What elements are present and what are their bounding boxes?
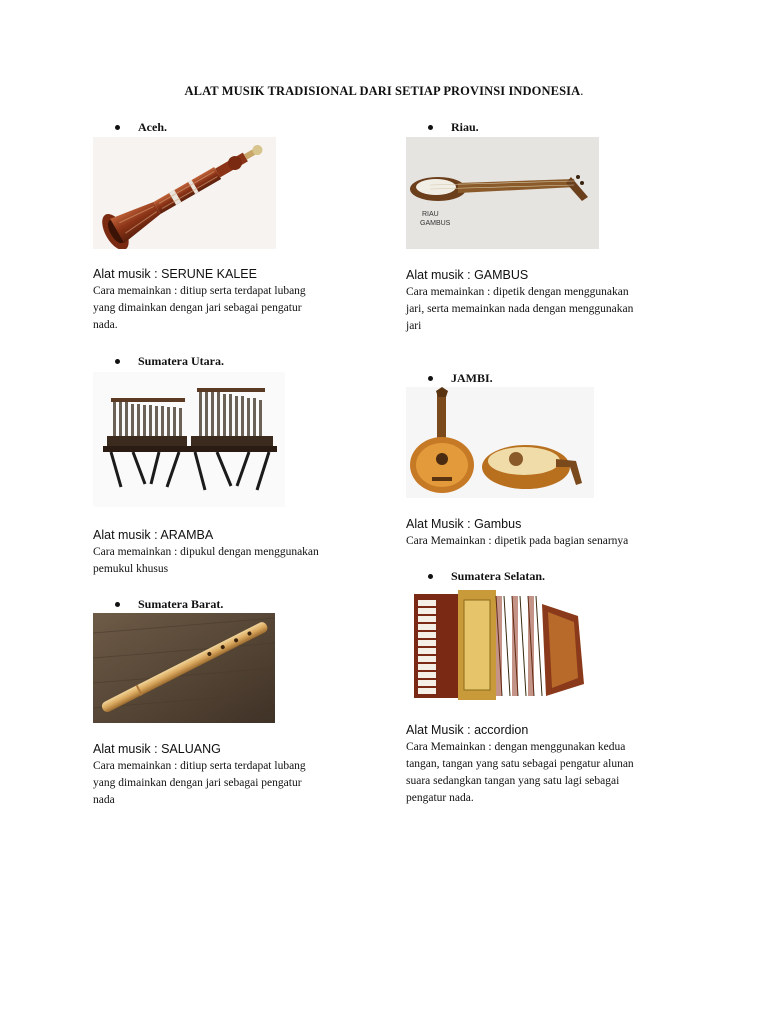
section-sumbar-heading bbox=[115, 596, 223, 612]
accordion-image bbox=[408, 586, 590, 704]
how-to-play-line: Cara memainkan : dipetik dengan menggunakan bbox=[406, 286, 629, 298]
section-sumut-heading bbox=[115, 353, 224, 369]
instrument-name: Alat Musik : accordion bbox=[406, 723, 529, 737]
serune-kalee-image bbox=[93, 137, 276, 249]
bullet-icon bbox=[115, 359, 120, 364]
instrument-name: Alat Musik : Gambus bbox=[406, 517, 522, 531]
how-to-play-line: yang dimainkan dengan jari sebagai pengatur bbox=[93, 302, 302, 314]
bullet-icon bbox=[115, 602, 120, 607]
how-to-play-line: suara sedangkan tangan yang satu lagi sebagai bbox=[406, 775, 620, 787]
image-label: RIAU bbox=[422, 211, 439, 218]
how-to-play-line: Cara Memainkan : dipetik pada bagian senarnya bbox=[406, 535, 629, 547]
bullet-icon bbox=[428, 376, 433, 381]
how-to-play-line: nada. bbox=[93, 319, 118, 331]
how-to-play-line: yang dimainkan dengan jari sebagai pengatur bbox=[93, 777, 302, 789]
saluang-image bbox=[93, 613, 275, 723]
province-label: Riau. bbox=[451, 119, 479, 134]
caption-riau bbox=[406, 267, 633, 335]
how-to-play-line: nada bbox=[93, 794, 115, 806]
page-title: ALAT MUSIK TRADISIONAL DARI SETIAP PROVINSI INDONESIA. bbox=[184, 84, 584, 98]
bullet-icon bbox=[115, 125, 120, 130]
caption-sumbar bbox=[93, 741, 306, 809]
instrument-name: Alat musik : GAMBUS bbox=[406, 268, 529, 282]
province-label: Aceh. bbox=[138, 119, 167, 134]
bullet-icon bbox=[428, 574, 433, 579]
aramba-image bbox=[93, 372, 285, 507]
how-to-play-line: Cara memainkan : ditiup serta terdapat lubang bbox=[93, 285, 306, 297]
instrument-name: Alat musik : SERUNE KALEE bbox=[93, 267, 257, 281]
section-aceh-heading bbox=[115, 119, 167, 135]
how-to-play-line: Cara memainkan : dipukul dengan menggunakan bbox=[93, 546, 319, 558]
province-label: Sumatera Utara. bbox=[138, 353, 224, 368]
province-label: Sumatera Selatan. bbox=[451, 568, 545, 583]
how-to-play-line: pengatur nada. bbox=[406, 792, 474, 804]
caption-aceh bbox=[93, 266, 306, 334]
section-sumsel-heading bbox=[428, 568, 545, 584]
image-label: GAMBUS bbox=[420, 220, 451, 227]
caption-jambi bbox=[406, 516, 628, 550]
section-jambi-heading bbox=[428, 370, 493, 386]
province-label: JAMBI. bbox=[451, 370, 493, 385]
how-to-play-line: pemukul khusus bbox=[93, 563, 169, 575]
caption-sumut bbox=[93, 527, 319, 578]
how-to-play-line: tangan, tangan yang satu sebagai pengatur alunan bbox=[406, 758, 634, 770]
bullet-icon bbox=[428, 125, 433, 130]
instrument-name: Alat musik : ARAMBA bbox=[93, 528, 214, 542]
instrument-name: Alat musik : SALUANG bbox=[93, 742, 221, 756]
how-to-play-line: jari, serta memainkan nada dengan menggunakan bbox=[406, 303, 634, 315]
caption-sumsel bbox=[406, 722, 634, 807]
how-to-play-line: Cara memainkan : ditiup serta terdapat lubang bbox=[93, 760, 306, 772]
province-label: Sumatera Barat. bbox=[138, 596, 224, 611]
gambus-jambi-image bbox=[406, 387, 594, 498]
section-riau-heading bbox=[428, 119, 479, 135]
how-to-play-line: jari bbox=[406, 320, 422, 332]
gambus-riau-image bbox=[406, 137, 599, 249]
how-to-play-line: Cara Memainkan : dengan menggunakan kedua bbox=[406, 741, 626, 753]
